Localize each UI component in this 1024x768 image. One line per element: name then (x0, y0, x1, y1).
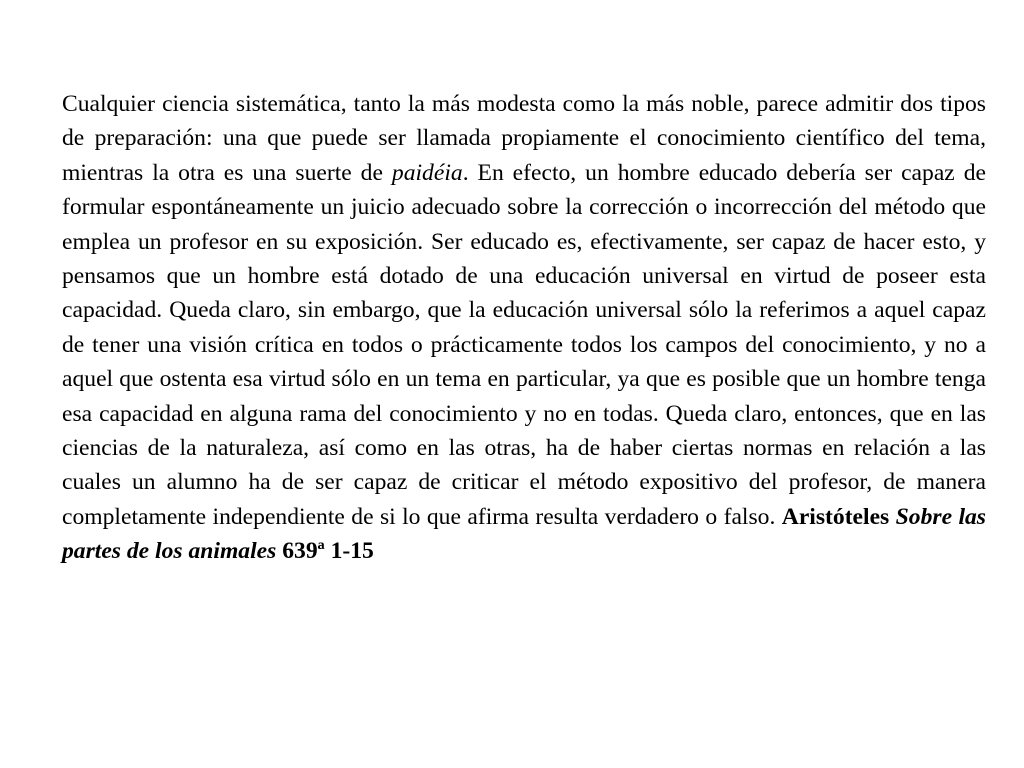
quote-paragraph (62, 87, 986, 569)
quote-italic-term: paidéia (391, 159, 463, 186)
citation-author: Aristóteles (781, 503, 890, 530)
quote-text-part-1: Cualquier ciencia sistemática, tanto la más modesta como la más noble, parece admitir dos tipos de preparación: una que puede ser llamada propiamente el conocimiento científico del tema, mientras la otra es una suerte de (62, 91, 986, 186)
citation-work: Sobre las partes de los animales (62, 503, 986, 565)
citation-reference: 639ª 1-15 (282, 538, 374, 565)
quote-text-part-2: . En efecto, un hombre educado debería ser capaz de formular espontáneamente un juicio adecuado sobre la corrección o incorrección del método que emplea un profesor en su exposición. Ser educado es, efectivamente, ser capaz de hacer esto, y pensamos que un hombre está dotado de una educación universal en virtud de poseer esta capacidad. Queda claro, sin embargo, que la educación universal sólo la referimos a aquel capaz de tener una visión crítica en todos o prácticamente todos los campos del conocimiento, y no a aquel que ostenta esa virtud sólo en un tema en particular, ya que es posible que un hombre tenga esa capacidad en alguna rama del conocimiento y no en todas. Queda claro, entonces, que en las ciencias de la naturaleza, así como en las otras, ha de haber ciertas normas en relación a las cuales un alumno ha de ser capaz de criticar el método expositivo del profesor, de manera completamente independiente de si lo que afirma resulta verdadero o falso. (62, 159, 986, 530)
